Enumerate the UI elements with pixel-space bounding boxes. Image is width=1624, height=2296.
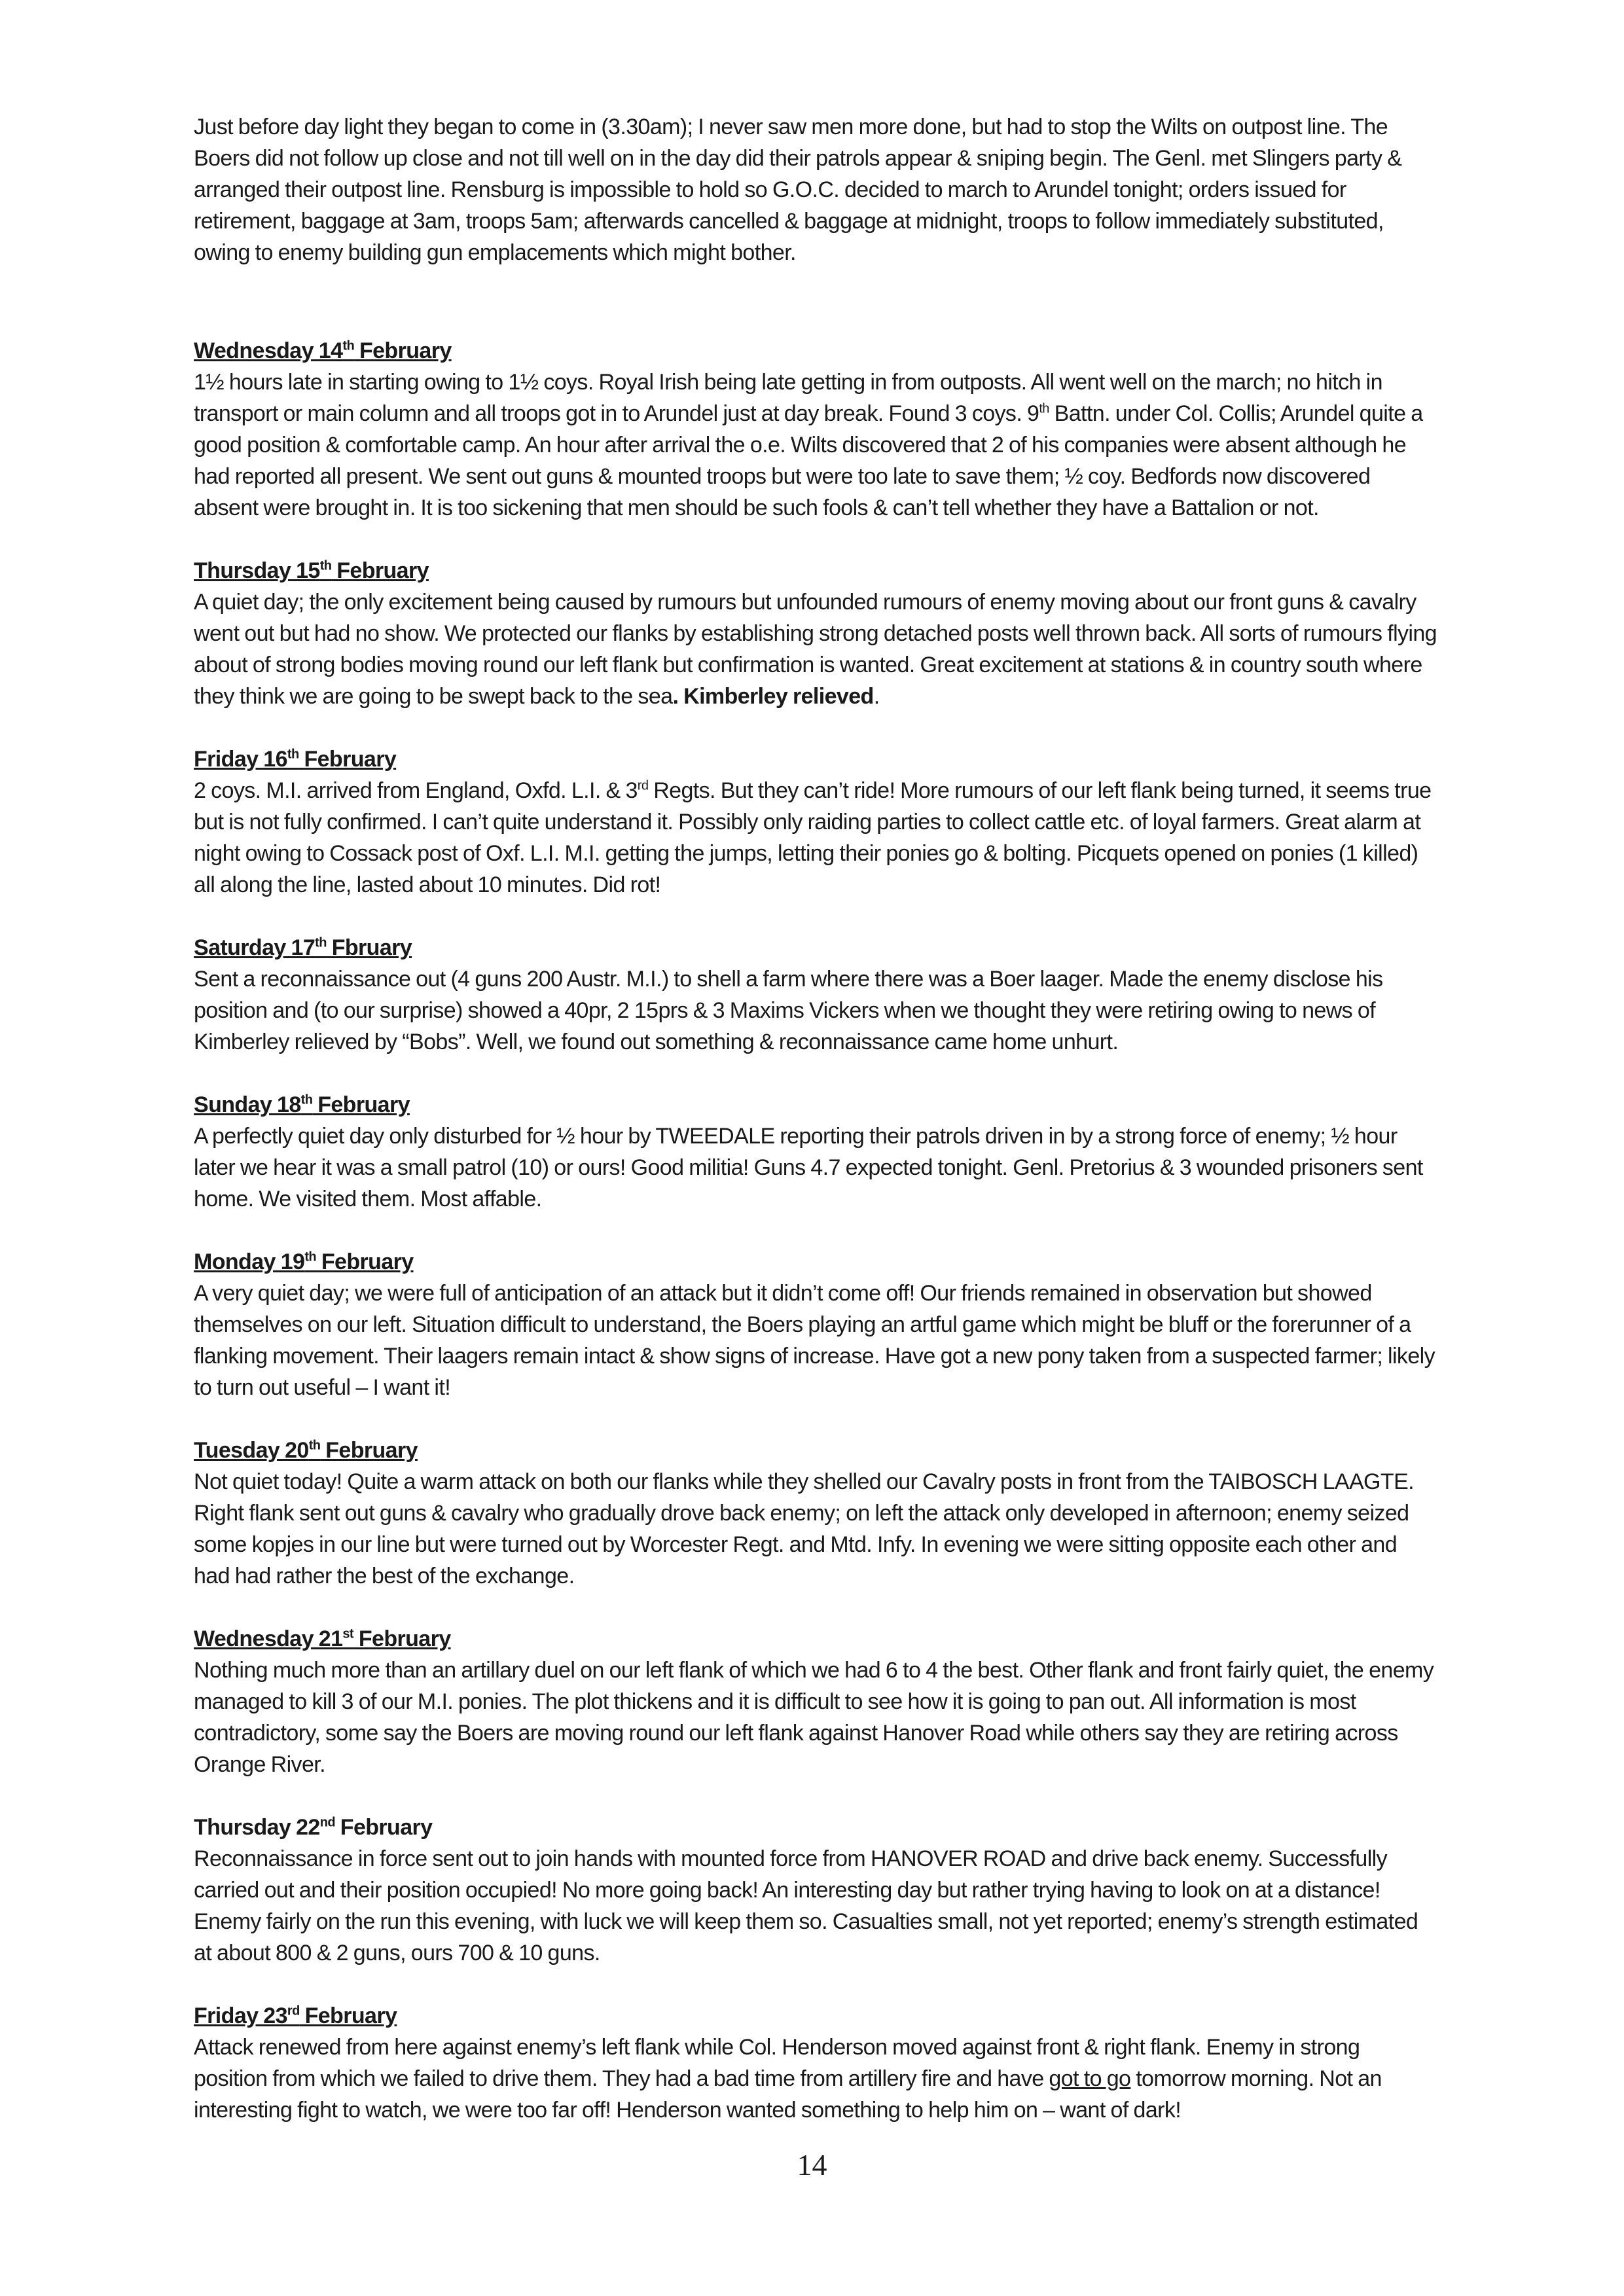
entry-heading: Monday 19th February [194, 1249, 414, 1274]
entry-heading: Thursday 15th February [194, 558, 429, 583]
page-number: 14 [797, 2148, 827, 2181]
entry-heading: Sunday 18th February [194, 1092, 410, 1117]
diary-entry-wed-14 [194, 335, 1437, 524]
diary-entry-wed-21 [194, 1623, 1437, 1780]
entry-heading: Thursday 22nd February [194, 1815, 433, 1840]
entry-heading: Tuesday 20th February [194, 1438, 418, 1463]
diary-entry-mon-19 [194, 1246, 1437, 1403]
entry-body: 1½ hours late in starting owing to 1½ coys. Royal Irish being late getting in from outposts. All went well on the march; no hitch in transport or main column and all troops got in to Arundel just at day break. Found 3 coys. 9th Battn. under Col. Collis; Arundel quite a good position & comfortable camp. An hour after arrival the o.e. Wilts discovered that 2 of his companies were absent although he had reported all present. We sent out guns & mounted troops but were too late to save them; ½ coy. Bedfords now discovered absent were brought in. It is too sickening that men should be such fools & can’t tell whether they have a Battalion or not. [194, 370, 1423, 520]
entry-body: Reconnaissance in force sent out to join hands with mounted force from HANOVER ROAD and drive back enemy. Successfully carried out and their position occupied! No more going back! An interesting day but rather trying having to look on at a distance! Enemy fairly on the run this evening, with luck we will keep them so. Casualties small, not yet reported; enemy’s strength estimated at about 800 & 2 guns, ours 700 & 10 guns. [194, 1846, 1418, 1965]
diary-entry-thu-22 [194, 1812, 1437, 1969]
bold-text: . Kimberley relieved [672, 684, 874, 709]
entry-body: Nothing much more than an artillary duel on our left flank of which we had 6 to 4 the best. Other flank and front fairly quiet, the enemy managed to kill 3 of our M.I. ponies. The plot thickens and it is difficult to see how it is going to pan out. All information is most contradictory, some say the Boers are moving round our left flank against Hanover Road while others say they are retiring across Orange River. [194, 1658, 1434, 1777]
entry-body: Not quiet today! Quite a warm attack on both our flanks while they shelled our Cavalry posts in front from the TAIBOSCH LAAGTE. Right flank sent out guns & cavalry who gradually drove back enemy; on left the attack only developed in afternoon; enemy seized some kopjes in our line but were turned out by Worcester Regt. and Mtd. Infy. In evening we were sitting opposite each other and had had rather the best of the exchange. [194, 1469, 1414, 1588]
diary-entry-fri-23 [194, 2000, 1437, 2126]
intro-paragraph: Just before day light they began to come in (3.30am); I never saw men more done, but had to stop the Wilts on outpost line. The Boers did not follow up close and not till well on in the day did their patrols appear & sniping begin. The Genl. met Slingers party & arranged their outpost line. Rensburg is impossible to hold so G.O.C. decided to march to Arundel tonight; orders issued for retirement, baggage at 3am, troops 5am; afterwards cancelled & baggage at midnight, troops to follow immediately substituted, owing to enemy building gun emplacements which might bother. [194, 115, 1402, 265]
document-page [194, 111, 1437, 2126]
entry-heading: Friday 16th February [194, 747, 397, 772]
entry-body: A perfectly quiet day only disturbed for ½ hour by TWEEDALE reporting their patrols driven in by a strong force of enemy; ½ hour later we hear it was a small patrol (10) or ours! Good militia! Guns 4.7 expected tonight. Genl. Pretorius & 3 wounded prisoners sent home. We visited them. Most affable. [194, 1124, 1423, 1211]
diary-entry-thu-15 [194, 555, 1437, 712]
entry-body: A quiet day; the only excitement being caused by rumours but unfounded rumours of enemy moving about our front guns & cavalry went out but had no show. We protected our flanks by establishing strong detached posts well thrown back. All sorts of rumours flying about of strong bodies moving round our left flank but confirmation is wanted. Great excitement at stations & in country south where they think we are going to be swept back to the sea. Kimberley relieved. [194, 590, 1437, 709]
entry-body: Sent a reconnaissance out (4 guns 200 Austr. M.I.) to shell a farm where there was a Boer laager. Made the enemy disclose his position and (to our surprise) showed a 40pr, 2 15prs & 3 Maxims Vickers when we thought they were retiring owing to news of Kimberley relieved by “Bobs”. Well, we found out something & reconnaissance came home unhurt. [194, 967, 1383, 1054]
diary-entry-sat-17 [194, 932, 1437, 1058]
entry-heading: Wednesday 14th February [194, 338, 452, 363]
entry-heading: Friday 23rd February [194, 2003, 397, 2028]
entry-heading: Saturday 17th Fbruary [194, 935, 412, 960]
entry-body: Attack renewed from here against enemy’s left flank while Col. Henderson moved against front & right flank. Enemy in strong position from which we failed to drive them. They had a bad time from artillery fire and have got to go tomorrow morning. Not an interesting fight to watch, we were too far off! Henderson wanted something to help him on – want of dark! [194, 2035, 1382, 2123]
diary-entry-fri-16 [194, 744, 1437, 901]
entry-body: A very quiet day; we were full of anticipation of an attack but it didn’t come off! Our friends remained in observation but showed themselves on our left. Situation difficult to understand, the Boers playing an artful game which might be bluff or the forerunner of a flanking movement. Their laagers remain intact & show signs of increase. Have got a new pony taken from a suspected farmer; likely to turn out useful – I want it! [194, 1281, 1435, 1400]
diary-entry-sun-18 [194, 1089, 1437, 1215]
entry-body: 2 coys. M.I. arrived from England, Oxfd. L.I. & 3rd Regts. But they can’t ride! More rumours of our left flank being turned, it seems true but is not fully confirmed. I can’t quite understand it. Possibly only raiding parties to collect cattle etc. of loyal farmers. Great alarm at night owing to Cossack post of Oxf. L.I. M.I. getting the jumps, letting their ponies go & bolting. Picquets opened on ponies (1 killed) all along the line, lasted about 10 minutes. Did rot! [194, 778, 1432, 897]
diary-entry-tue-20 [194, 1435, 1437, 1592]
entry-heading: Wednesday 21st February [194, 1626, 451, 1651]
underlined-text: got to go [1049, 2066, 1131, 2091]
